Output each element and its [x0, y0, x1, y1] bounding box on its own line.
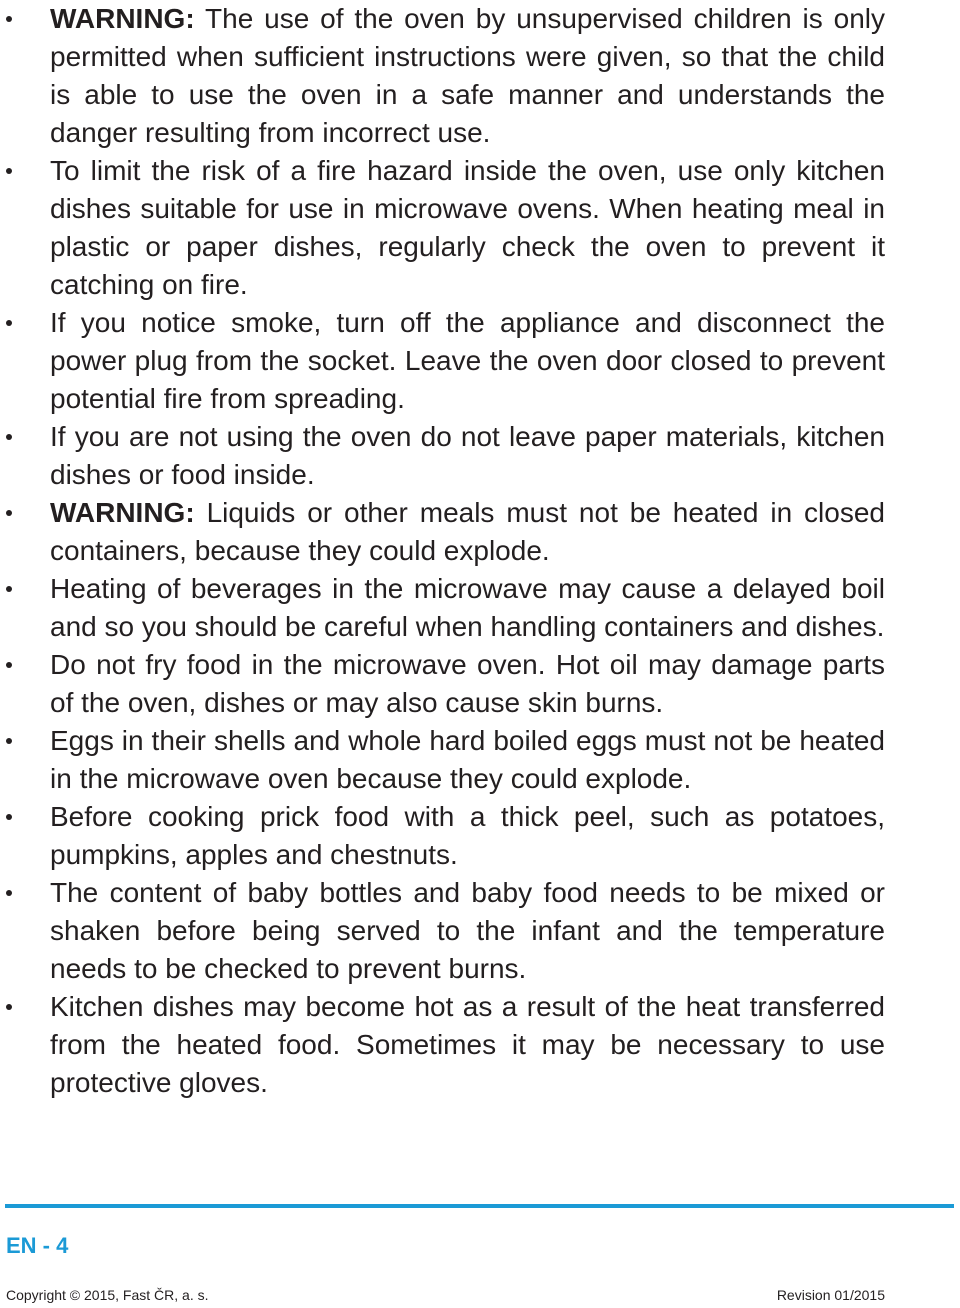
list-item: [0, 418, 885, 494]
bullet-text: If you are not using the oven do not leave paper materials, kitchen dishes or food inside.: [50, 421, 885, 490]
bullet-icon: [6, 168, 12, 174]
list-item: [0, 0, 885, 152]
bullet-icon: [6, 16, 12, 22]
bullet-icon: [6, 510, 12, 516]
list-item: [0, 874, 885, 988]
bullet-icon: [6, 890, 12, 896]
list-item: [0, 304, 885, 418]
bullet-icon: [6, 814, 12, 820]
bullet-text: The use of the oven by unsupervised children is only permitted when sufficient instructions were given, so that the child is able to use the oven in a safe manner and understands the danger resulting from incorrect use.: [50, 3, 885, 148]
footer-divider: [5, 1204, 954, 1208]
bullet-icon: [6, 662, 12, 668]
bullet-text: If you notice smoke, turn off the appliance and disconnect the power plug from the socket. Leave the oven door closed to prevent potential fire from spreading.: [50, 307, 885, 414]
page-number: EN - 4: [6, 1233, 69, 1258]
list-item: [0, 722, 885, 798]
list-item: [0, 798, 885, 874]
bullet-icon: [6, 320, 12, 326]
list-item: [0, 152, 885, 304]
bullet-text: To limit the risk of a fire hazard inside the oven, use only kitchen dishes suitable for use in microwave ovens. When heating meal in plastic or paper dishes, regularly check the oven to prevent it catching on fire.: [50, 155, 885, 300]
copyright-notice: Copyright © 2015, Fast ČR, a. s.: [6, 1287, 209, 1303]
bullet-text: Do not fry food in the microwave oven. Hot oil may damage parts of the oven, dishes or may also cause skin burns.: [50, 649, 885, 718]
bullet-text: Heating of beverages in the microwave may cause a delayed boil and so you should be careful when handling containers and dishes.: [50, 573, 885, 642]
list-item: [0, 988, 885, 1102]
bullet-text: Kitchen dishes may become hot as a result of the heat transferred from the heated food. Sometimes it may be necessary to use protective gloves.: [50, 991, 885, 1098]
bullet-text: Before cooking prick food with a thick peel, such as potatoes, pumpkins, apples and chestnuts.: [50, 801, 885, 870]
revision-label: Revision 01/2015: [776, 1287, 885, 1303]
bullet-icon: [6, 586, 12, 592]
bullet-text: The content of baby bottles and baby food needs to be mixed or shaken before being served to the infant and the temperature needs to be checked to prevent burns.: [50, 877, 885, 984]
warning-label: WARNING:: [50, 497, 195, 528]
bullet-text: Eggs in their shells and whole hard boiled eggs must not be heated in the microwave oven because they could explode.: [50, 725, 885, 794]
list-item: [0, 570, 885, 646]
bullet-icon: [6, 1004, 12, 1010]
list-item: [0, 646, 885, 722]
bullet-text: Liquids or other meals must not be heated in closed containers, because they could explode.: [50, 497, 885, 566]
bullet-icon: [6, 434, 12, 440]
warning-label: WARNING:: [50, 3, 195, 34]
list-item: [0, 494, 885, 570]
bullet-icon: [6, 738, 12, 744]
